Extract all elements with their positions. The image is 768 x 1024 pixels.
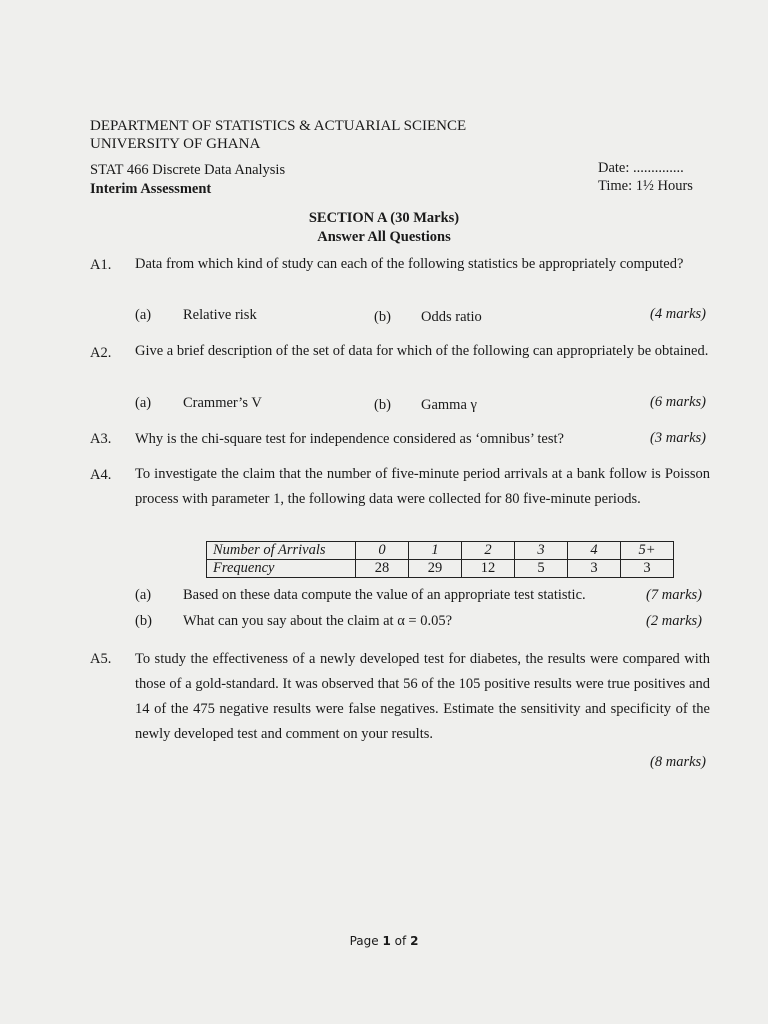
university-name: UNIVERSITY OF GHANA [90,136,261,152]
question-number-a2: A2. [90,345,112,361]
table-cell: 0 [356,542,409,560]
a4-part-a-text: Based on these data compute the value of an appropriate test statistic. [183,587,586,603]
a1-marks: (4 marks) [650,306,706,322]
a2-part-a-text: Crammer’s V [183,395,262,411]
question-number-a4: A4. [90,467,112,483]
a1-part-b-label: (b) [374,309,391,325]
a4-part-b-text: What can you say about the claim at α = 0.05? [183,613,453,629]
page-total: 2 [410,934,419,948]
question-text-a2: Give a brief description of the set of data for which of the following can appropriately be obtained. [135,343,709,359]
a1-part-a-label: (a) [135,307,152,323]
course-title: STAT 466 Discrete Data Analysis [90,162,286,178]
table-row-label: Number of Arrivals [207,542,356,560]
table-cell: 3 [621,560,674,578]
table-cell: 5 [515,560,568,578]
question-number-a1: A1. [90,257,112,273]
section-title: SECTION A (30 Marks) [308,210,460,226]
a1-part-b-text: Odds ratio [421,309,482,325]
a3-marks: (3 marks) [650,430,706,446]
a4-part-b-marks: (2 marks) [646,613,702,629]
table-cell: 12 [462,560,515,578]
a2-part-b-label: (b) [374,397,391,413]
a4-part-a-marks: (7 marks) [646,587,702,603]
arrivals-frequency-table [206,541,674,578]
table-cell: 1 [409,542,462,560]
table-cell: 2 [462,542,515,560]
question-text-a3: Why is the chi-square test for independence considered as ‘omnibus’ test? [135,431,564,447]
table-row-frequency [207,560,674,578]
a4-part-b-label: (b) [135,613,152,629]
a2-part-a-label: (a) [135,395,152,411]
table-row-arrivals [207,542,674,560]
question-text-a1: Data from which kind of study can each of the following statistics be appropriately computed? [135,256,684,272]
question-number-a3: A3. [90,431,112,447]
time-allowed: Time: 1½ Hours [598,178,693,194]
a4-part-a-label: (a) [135,587,152,603]
table-cell: 5+ [621,542,674,560]
question-number-a5: A5. [90,651,112,667]
page-number [0,934,768,948]
a5-marks: (8 marks) [650,754,706,770]
question-text-a4: To investigate the claim that the number of five-minute period arrivals at a bank follow is Poisson process with parameter 1, the following data were collected for 80 five-minute periods. [135,466,710,507]
page-current: 1 [382,934,391,948]
a1-part-a-text: Relative risk [183,307,257,323]
date-field: Date: .............. [598,160,684,176]
table-cell: 3 [515,542,568,560]
table-cell: 28 [356,560,409,578]
department-name: DEPARTMENT OF STATISTICS & ACTUARIAL SCIENCE [90,118,467,134]
table-cell: 3 [568,560,621,578]
table-cell: 4 [568,542,621,560]
a2-marks: (6 marks) [650,394,706,410]
table-cell: 29 [409,560,462,578]
question-text-a5: To study the effectiveness of a newly developed test for diabetes, the results were compared with those of a gold-standard. It was observed that 56 of the 105 positive results were true positives and 14 of the 475 negative results were false negatives. Estimate the sensitivity and specificity of the newly developed test and comment on your results. [135,651,710,742]
a2-part-b-text: Gamma γ [421,397,477,413]
page-word: Page [349,934,379,948]
assessment-title: Interim Assessment [90,181,212,197]
section-instruction: Answer All Questions [317,229,451,245]
page-of: of [394,934,407,948]
table-row-label: Frequency [207,560,356,578]
